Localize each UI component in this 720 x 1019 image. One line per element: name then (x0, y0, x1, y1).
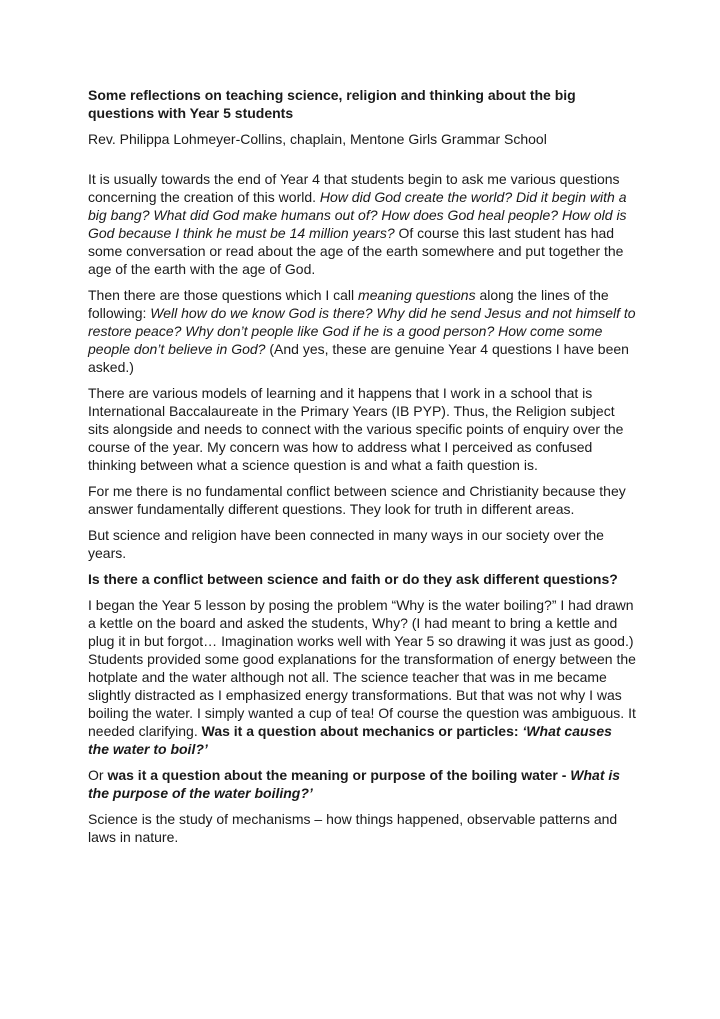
paragraph-bold-text: Was it a question about mechanics or particles: (201, 723, 523, 739)
paragraph-text: (And yes, these are genuine Year 4 questions I have been asked.) (88, 341, 629, 375)
paragraph-models-of-learning: There are various models of learning and it happens that I work in a school that is International Baccalaureate in the Primary Years (IB PYP). Thus, the Religion subject sits alongside and needs to connect with the various specific points of enquiry over the course of the year. My concern was how to address what I perceived as confused thinking between what a science question is and what a faith question is. (88, 385, 624, 473)
bold-italic-question-text: ‘What causes the water to boil?’ (88, 723, 612, 757)
paragraph-text: Then there are those questions which I call (88, 287, 359, 303)
paragraph-creation-questions (88, 170, 636, 278)
document-title: Some reflections on teaching science, religion and thinking about the big questions with Year 5 students (88, 87, 576, 121)
paragraph-kettle-lesson (88, 596, 636, 758)
paragraph-italic-questions: Well how do we know God is there? Why did he send Jesus and not himself to restore peace? Why don’t people like God if he is a good person? How come some people don’t believe in God? (88, 305, 636, 357)
paragraph-italic-questions: How did God create the world? Did it begin with a big bang? What did God make humans out of? How does God heal people? How old is God because I think he must be 14 million years? (88, 189, 627, 241)
paragraph-no-conflict: For me there is no fundamental conflict between science and Christianity because they answer fundamentally different questions. They look for truth in different areas. (88, 483, 626, 517)
paragraph-bold-text: was it a question about the meaning or purpose of the boiling water - (107, 767, 571, 783)
paragraph-text: I began the Year 5 lesson by posing the problem “Why is the water boiling?” I had drawn a kettle on the board and asked the students, Why? (I had meant to bring a kettle and plug it in but forgot… Imagination works well with Year 5 so drawing it was just as good.) Students provided some good explanations for the transformation of energy between the hotplate and the water although not all. The science teacher that was in me became slightly distracted as I emphasized energy transformations. But that was not why I was boiling the water. I simply wanted a cup of tea! Of course the question was ambiguous. It needed clarifying. (88, 597, 636, 739)
section-subheading: Is there a conflict between science and faith or do they ask different questions? (88, 571, 618, 587)
paragraph-text: It is usually towards the end of Year 4 that students begin to ask me various questions concerning the creation of this world. (88, 171, 620, 205)
paragraph-connected: But science and religion have been connected in many ways in our society over the years. (88, 527, 604, 561)
paragraph-text: Of course this last student has had some conversation or read about the age of the earth somewhere and put together the age of the earth with the age of God. (88, 225, 624, 277)
paragraph-meaning-questions (88, 286, 636, 376)
paragraph-purpose-question (88, 766, 636, 802)
paragraph-science-definition: Science is the study of mechanisms – how things happened, observable patterns and laws in nature. (88, 811, 618, 845)
paragraph-text: along the lines of the following: (88, 287, 609, 321)
paragraph-italic-term: meaning questions (358, 287, 476, 303)
document-body (88, 86, 636, 854)
author-line: Rev. Philippa Lohmeyer-Collins, chaplain, Mentone Girls Grammar School (88, 131, 547, 147)
paragraph-text: Or (88, 767, 108, 783)
bold-italic-question-text: What is the purpose of the water boiling?’ (88, 767, 621, 801)
